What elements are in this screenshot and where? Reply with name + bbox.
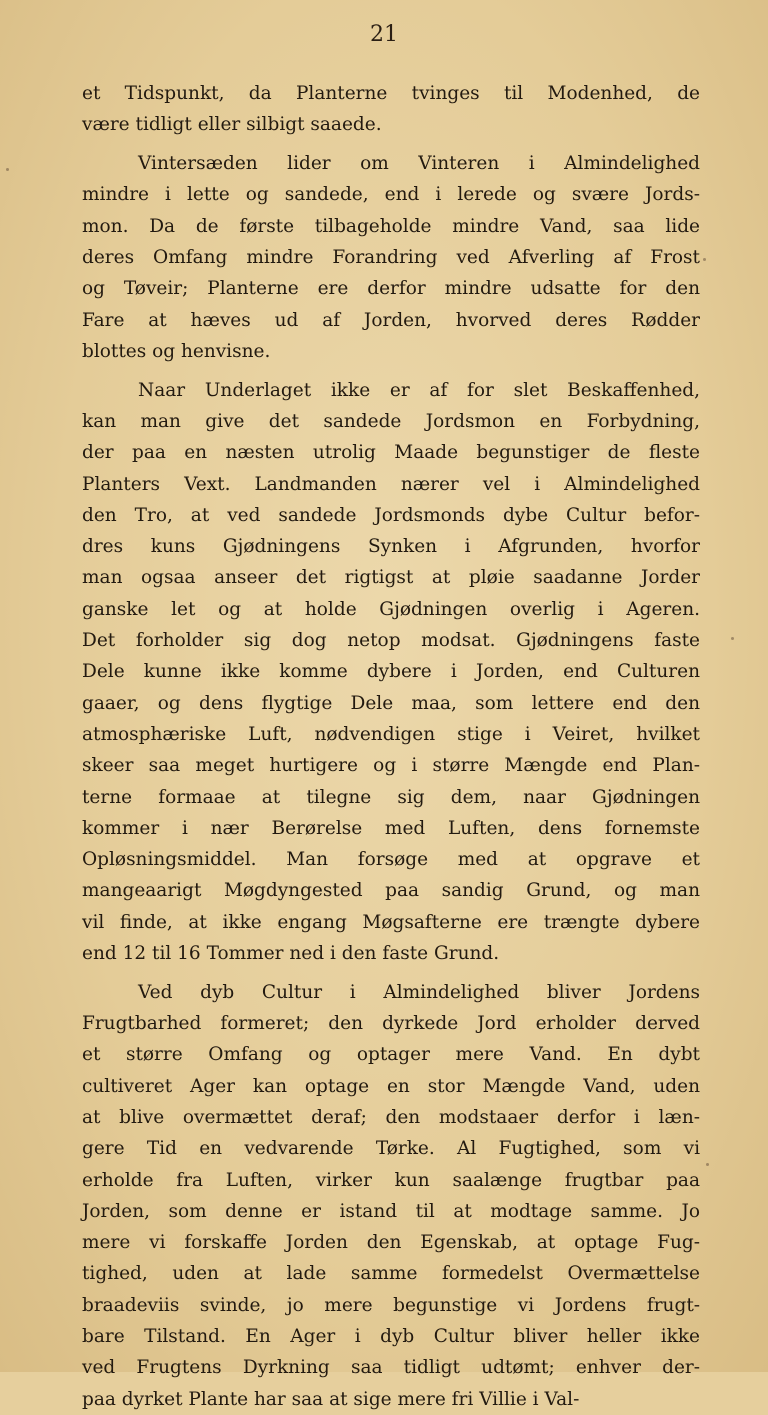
paper-speck: [703, 258, 706, 261]
paragraph: [82, 148, 700, 367]
text-line: Jorden, som denne er istand til at modtage samme. Jo: [82, 1200, 700, 1222]
text-line: paa dyrket Plante har saa at sige mere fri Villie i Val-: [82, 1388, 580, 1410]
page-number: 21: [370, 22, 398, 47]
text-line: gaaer, og dens flygtige Dele maa, som lettere end den: [82, 692, 700, 714]
text-line: ved Frugtens Dyrkning saa tidligt udtømt; enhver der-: [82, 1357, 700, 1379]
text-line: skeer saa meget hurtigere og i større Mængde end Plan-: [82, 755, 700, 777]
text-line: braadeviis svinde, jo mere begunstige vi Jordens frugt-: [82, 1294, 700, 1316]
text-line: mon. Da de første tilbageholde mindre Vand, saa lide: [82, 215, 700, 237]
text-line: Ved dyb Cultur i Almindelighed bliver Jordens: [138, 981, 700, 1003]
text-line: Opløsningsmiddel. Man forsøge med at opgrave et: [82, 849, 700, 871]
paragraph: [82, 977, 700, 1415]
text-line: vil finde, at ikke engang Møgsafterne ere trængte dybere: [82, 911, 700, 933]
text-line: være tidligt eller silbigt saaede.: [82, 114, 382, 136]
text-line: ganske let og at holde Gjødningen overlig i Ageren.: [82, 598, 700, 620]
text-line: kommer i nær Berørelse med Luften, dens fornemste: [82, 817, 700, 839]
text-line: og Tøveir; Planterne ere derfor mindre udsatte for den: [82, 278, 700, 300]
text-line: mere vi forskaffe Jorden den Egenskab, at optage Fug-: [82, 1232, 700, 1254]
text-line: et større Omfang og optager mere Vand. En dybt: [82, 1044, 700, 1066]
text-line: Fare at hæves ud af Jorden, hvorved deres Rødder: [82, 309, 700, 331]
text-line: blottes og henvisne.: [82, 340, 271, 362]
paper-speck: [731, 637, 734, 640]
text-line: et Tidspunkt, da Planterne tvinges til Modenhed, de: [82, 83, 700, 104]
text-line: kan man give det sandede Jordsmon en Forbydning,: [82, 410, 700, 432]
text-line: mangeaarigt Møgdyngested paa sandig Grund, og man: [82, 880, 700, 902]
text-line: man ogsaa anseer det rigtigst at pløie saadanne Jorder: [82, 567, 700, 589]
text-line: den Tro, at ved sandede Jordsmonds dybe Cultur befor-: [82, 504, 700, 526]
text-line: Vintersæden lider om Vinteren i Almindelighed: [138, 153, 700, 175]
paragraph: [82, 78, 700, 141]
text-line: Naar Underlaget ikke er af for slet Beskaffenhed,: [138, 379, 700, 401]
paragraph: [82, 375, 700, 970]
text-line: terne formaae at tilegne sig dem, naar Gjødningen: [82, 786, 700, 808]
text-line: at blive overmættet deraf; den modstaaer derfor i læn-: [82, 1107, 700, 1128]
text-line: Planters Vext. Landmanden nærer vel i Almindelighed: [82, 473, 700, 495]
text-line: dres kuns Gjødningens Synken i Afgrunden, hvorfor: [82, 536, 700, 558]
text-line: Det forholder sig dog netop modsat. Gjødningens faste: [82, 630, 700, 652]
text-line: end 12 til 16 Tommer ned i den faste Grund.: [82, 943, 500, 965]
text-line: atmosphæriske Luft, nødvendigen stige i Veiret, hvilket: [82, 723, 700, 745]
paper-speck: [6, 168, 9, 171]
text-line: Frugtbarhed formeret; den dyrkede Jord erholder derved: [82, 1013, 700, 1035]
text-line: deres Omfang mindre Forandring ved Afverling af Frost: [82, 246, 700, 268]
text-line: gere Tid en vedvarende Tørke. Al Fugtighed, som vi: [82, 1138, 700, 1160]
paper-speck: [706, 1163, 709, 1166]
body-text: [82, 78, 700, 1415]
text-line: mindre i lette og sandede, end i lerede og svære Jords-: [82, 184, 700, 206]
text-line: erholde fra Luften, virker kun saalænge frugtbar paa: [82, 1169, 700, 1191]
text-line: cultiveret Ager kan optage en stor Mængde Vand, uden: [82, 1075, 700, 1097]
text-line: tighed, uden at lade samme formedelst Overmættelse: [82, 1263, 700, 1285]
text-line: der paa en næsten utrolig Maade begunstiger de fleste: [82, 442, 700, 464]
text-line: bare Tilstand. En Ager i dyb Cultur bliver heller ikke: [82, 1326, 700, 1348]
text-line: Dele kunne ikke komme dybere i Jorden, end Culturen: [82, 661, 700, 683]
